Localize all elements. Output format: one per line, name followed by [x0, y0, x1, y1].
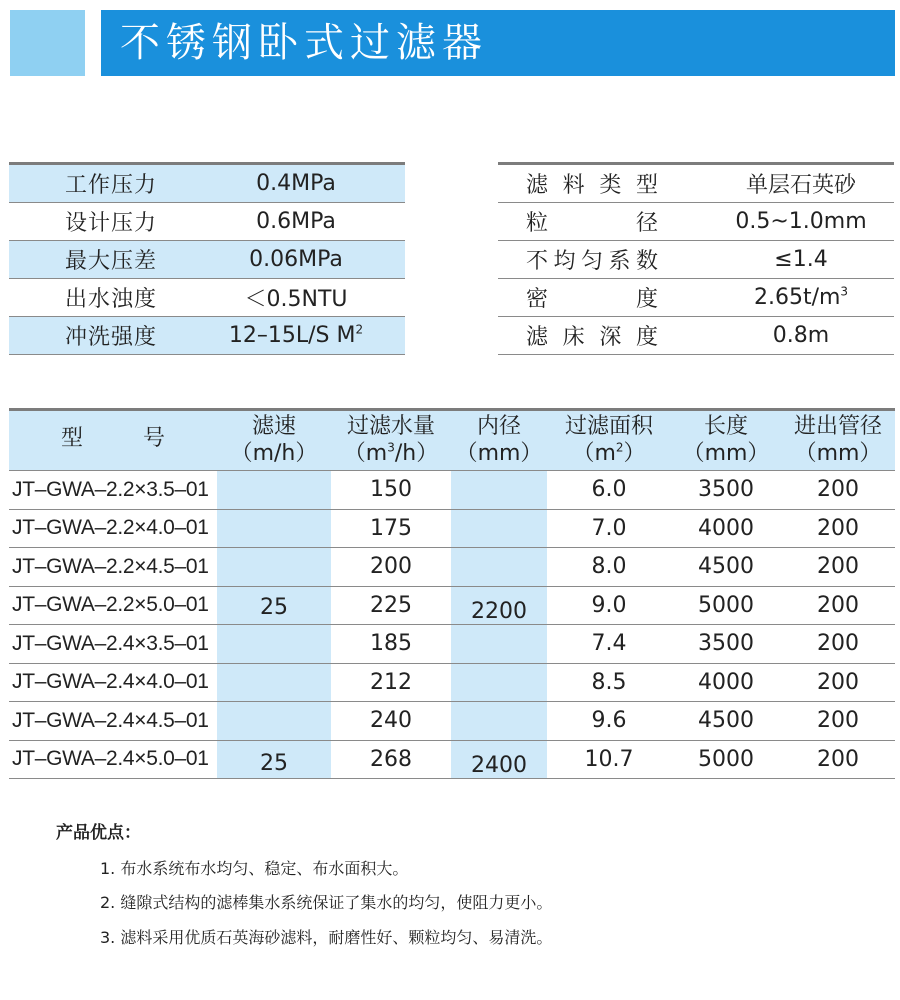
spec-key — [498, 320, 708, 351]
advantage-item: 3. 滤料采用优质石英海砂滤料，耐磨性好、颗粒均匀、易清洗。 — [100, 928, 553, 947]
spec-table-left — [9, 162, 405, 355]
cell-area: 8.0 — [591, 554, 627, 580]
spec-row — [498, 241, 894, 279]
spec-value: 0.8m — [772, 323, 830, 348]
cell-area: 7.0 — [591, 515, 627, 541]
cell-model: JT–GWA–2.4×4.0–01 — [12, 670, 209, 694]
spec-key — [498, 244, 708, 275]
table-row — [9, 664, 895, 703]
spec-row — [9, 203, 405, 241]
table-row — [9, 625, 895, 664]
label-char: 型 — [61, 426, 84, 451]
group-diameter: 2400 — [471, 753, 527, 778]
header-model-label — [61, 425, 165, 452]
spec-value: 0.06MPa — [249, 247, 343, 272]
unit-part: ） — [623, 441, 646, 466]
group-speed: 25 — [260, 595, 288, 620]
label-char: 料 — [562, 173, 585, 198]
header-diameter-label: 内径 — [476, 414, 521, 439]
spec-row — [9, 165, 405, 203]
cell-area: 8.5 — [591, 669, 627, 695]
superscript: 3 — [840, 284, 849, 299]
label-char: 不 — [526, 249, 549, 274]
cell-length: 4500 — [698, 708, 754, 734]
advantage-item: 1. 布水系统布水均匀、稳定、布水面积大。 — [100, 859, 409, 878]
spec-table-right — [498, 162, 894, 355]
spec-value: ≤1.4 — [774, 247, 828, 272]
label-char: 度 — [635, 287, 658, 312]
superscript: 3 — [387, 440, 395, 455]
spec-value-text: 2.65t/m — [753, 285, 841, 310]
unit-part: /h） — [394, 441, 439, 466]
spec-value: 0.4MPa — [256, 171, 336, 196]
spec-row — [498, 317, 894, 355]
label-char: 系 — [608, 249, 631, 274]
header-flow-unit — [331, 440, 451, 467]
cell-length: 3500 — [698, 631, 754, 657]
label-char: 度 — [635, 325, 658, 350]
cell-pipe: 200 — [817, 515, 859, 541]
cell-length: 4500 — [698, 554, 754, 580]
spec-key: 最大压差 — [65, 249, 158, 274]
label-char: 类 — [599, 173, 622, 198]
cell-flow: 225 — [370, 592, 412, 618]
spec-value — [708, 285, 894, 310]
cell-flow: 150 — [370, 477, 412, 503]
label-char: 密 — [526, 287, 549, 312]
cell-model: JT–GWA–2.4×5.0–01 — [12, 747, 209, 771]
label-char: 深 — [599, 325, 622, 350]
cell-length: 5000 — [698, 592, 754, 618]
header-area-label: 过滤面积 — [564, 414, 653, 439]
spec-key: 工作压力 — [65, 173, 158, 198]
cell-flow: 212 — [370, 669, 412, 695]
spec-row — [9, 241, 405, 279]
header-pipe-unit: （mm） — [794, 441, 882, 466]
header-speed-label: 滤速 — [251, 414, 296, 439]
spec-value: 0.6MPa — [256, 209, 336, 234]
spec-row — [498, 165, 894, 203]
cell-pipe: 200 — [817, 477, 859, 503]
cell-flow: 240 — [370, 708, 412, 734]
cell-pipe: 200 — [817, 592, 859, 618]
header-flow-label: 过滤水量 — [346, 414, 435, 439]
cell-area: 6.0 — [591, 477, 627, 503]
header-pipe — [781, 413, 895, 467]
spec-key — [498, 206, 708, 237]
header-diameter-unit: （mm） — [455, 441, 543, 466]
table-header — [9, 411, 895, 471]
cell-model: JT–GWA–2.2×4.0–01 — [12, 516, 209, 540]
cell-length: 4000 — [698, 515, 754, 541]
spec-key-text — [526, 168, 658, 199]
header-accent-square — [10, 10, 85, 76]
table-row — [9, 702, 895, 741]
cell-flow: 268 — [370, 746, 412, 772]
header-length-unit: （mm） — [682, 441, 770, 466]
label-char: 滤 — [526, 173, 549, 198]
spec-row — [498, 203, 894, 241]
table-row — [9, 548, 895, 587]
spec-value: ＜0.5NTU — [244, 287, 348, 312]
spec-key — [498, 168, 708, 199]
group-diameter: 2200 — [471, 599, 527, 624]
header-length-label: 长度 — [703, 414, 748, 439]
spec-key-text — [526, 320, 658, 351]
cell-area: 10.7 — [584, 746, 634, 772]
cell-model: JT–GWA–2.2×3.5–01 — [12, 477, 209, 501]
cell-area: 9.6 — [591, 708, 627, 734]
spec-key: 出水浊度 — [65, 287, 158, 312]
cell-flow: 200 — [370, 554, 412, 580]
unit-part: （m — [572, 441, 616, 466]
header-diameter — [451, 413, 547, 467]
cell-flow: 185 — [370, 631, 412, 657]
cell-pipe: 200 — [817, 708, 859, 734]
header-length — [671, 413, 781, 467]
spec-value-text: 12–15L/S M — [228, 323, 356, 348]
cell-model: JT–GWA–2.4×4.5–01 — [12, 708, 209, 732]
cell-area: 7.4 — [591, 631, 627, 657]
spec-value — [187, 323, 405, 348]
table-row — [9, 510, 895, 549]
cell-area: 9.0 — [591, 592, 627, 618]
header-pipe-label: 进出管径 — [793, 414, 882, 439]
header-area — [547, 413, 671, 467]
advantage-item: 2. 缝隙式结构的滤棒集水系统保证了集水的均匀，使阻力更小。 — [100, 893, 553, 912]
spec-row — [9, 317, 405, 355]
cell-length: 3500 — [698, 477, 754, 503]
cell-length: 5000 — [698, 746, 754, 772]
model-table — [9, 408, 895, 779]
label-char: 均 — [553, 249, 576, 274]
cell-model: JT–GWA–2.2×4.5–01 — [12, 554, 209, 578]
label-char: 粒 — [526, 211, 549, 236]
spec-key-text — [526, 282, 658, 313]
cell-length: 4000 — [698, 669, 754, 695]
header-model — [9, 425, 217, 452]
spec-row — [498, 279, 894, 317]
cell-model: JT–GWA–2.2×5.0–01 — [12, 593, 209, 617]
label-char: 径 — [635, 211, 658, 236]
header-speed-unit: （m/h） — [230, 441, 318, 466]
superscript: 2 — [355, 322, 364, 337]
label-char: 滤 — [526, 325, 549, 350]
label-char: 床 — [562, 325, 585, 350]
spec-key: 设计压力 — [65, 211, 158, 236]
advantages-title: 产品优点： — [56, 823, 141, 843]
spec-key — [498, 282, 708, 313]
cell-model: JT–GWA–2.4×3.5–01 — [12, 631, 209, 655]
spec-key: 冲洗强度 — [65, 325, 158, 350]
spec-value: 单层石英砂 — [745, 173, 856, 198]
label-char: 型 — [635, 173, 658, 198]
label-char: 号 — [142, 426, 165, 451]
header-area-unit — [547, 440, 671, 467]
label-char: 数 — [635, 249, 658, 274]
label-char: 匀 — [580, 249, 603, 274]
table-row — [9, 471, 895, 510]
cell-pipe: 200 — [817, 631, 859, 657]
table-body — [9, 471, 895, 779]
cell-pipe: 200 — [817, 746, 859, 772]
group-speed: 25 — [260, 751, 288, 776]
spec-key-text — [526, 206, 658, 237]
unit-part: （m — [343, 441, 388, 466]
cell-pipe: 200 — [817, 669, 859, 695]
spec-row — [9, 279, 405, 317]
page-title: 不锈钢卧式过滤器 — [120, 20, 488, 66]
header-flow — [331, 413, 451, 467]
cell-flow: 175 — [370, 515, 412, 541]
cell-pipe: 200 — [817, 554, 859, 580]
spec-value: 0.5~1.0mm — [735, 209, 867, 234]
superscript: 2 — [615, 440, 624, 455]
spec-key-text — [526, 244, 658, 275]
header-speed — [217, 413, 331, 467]
